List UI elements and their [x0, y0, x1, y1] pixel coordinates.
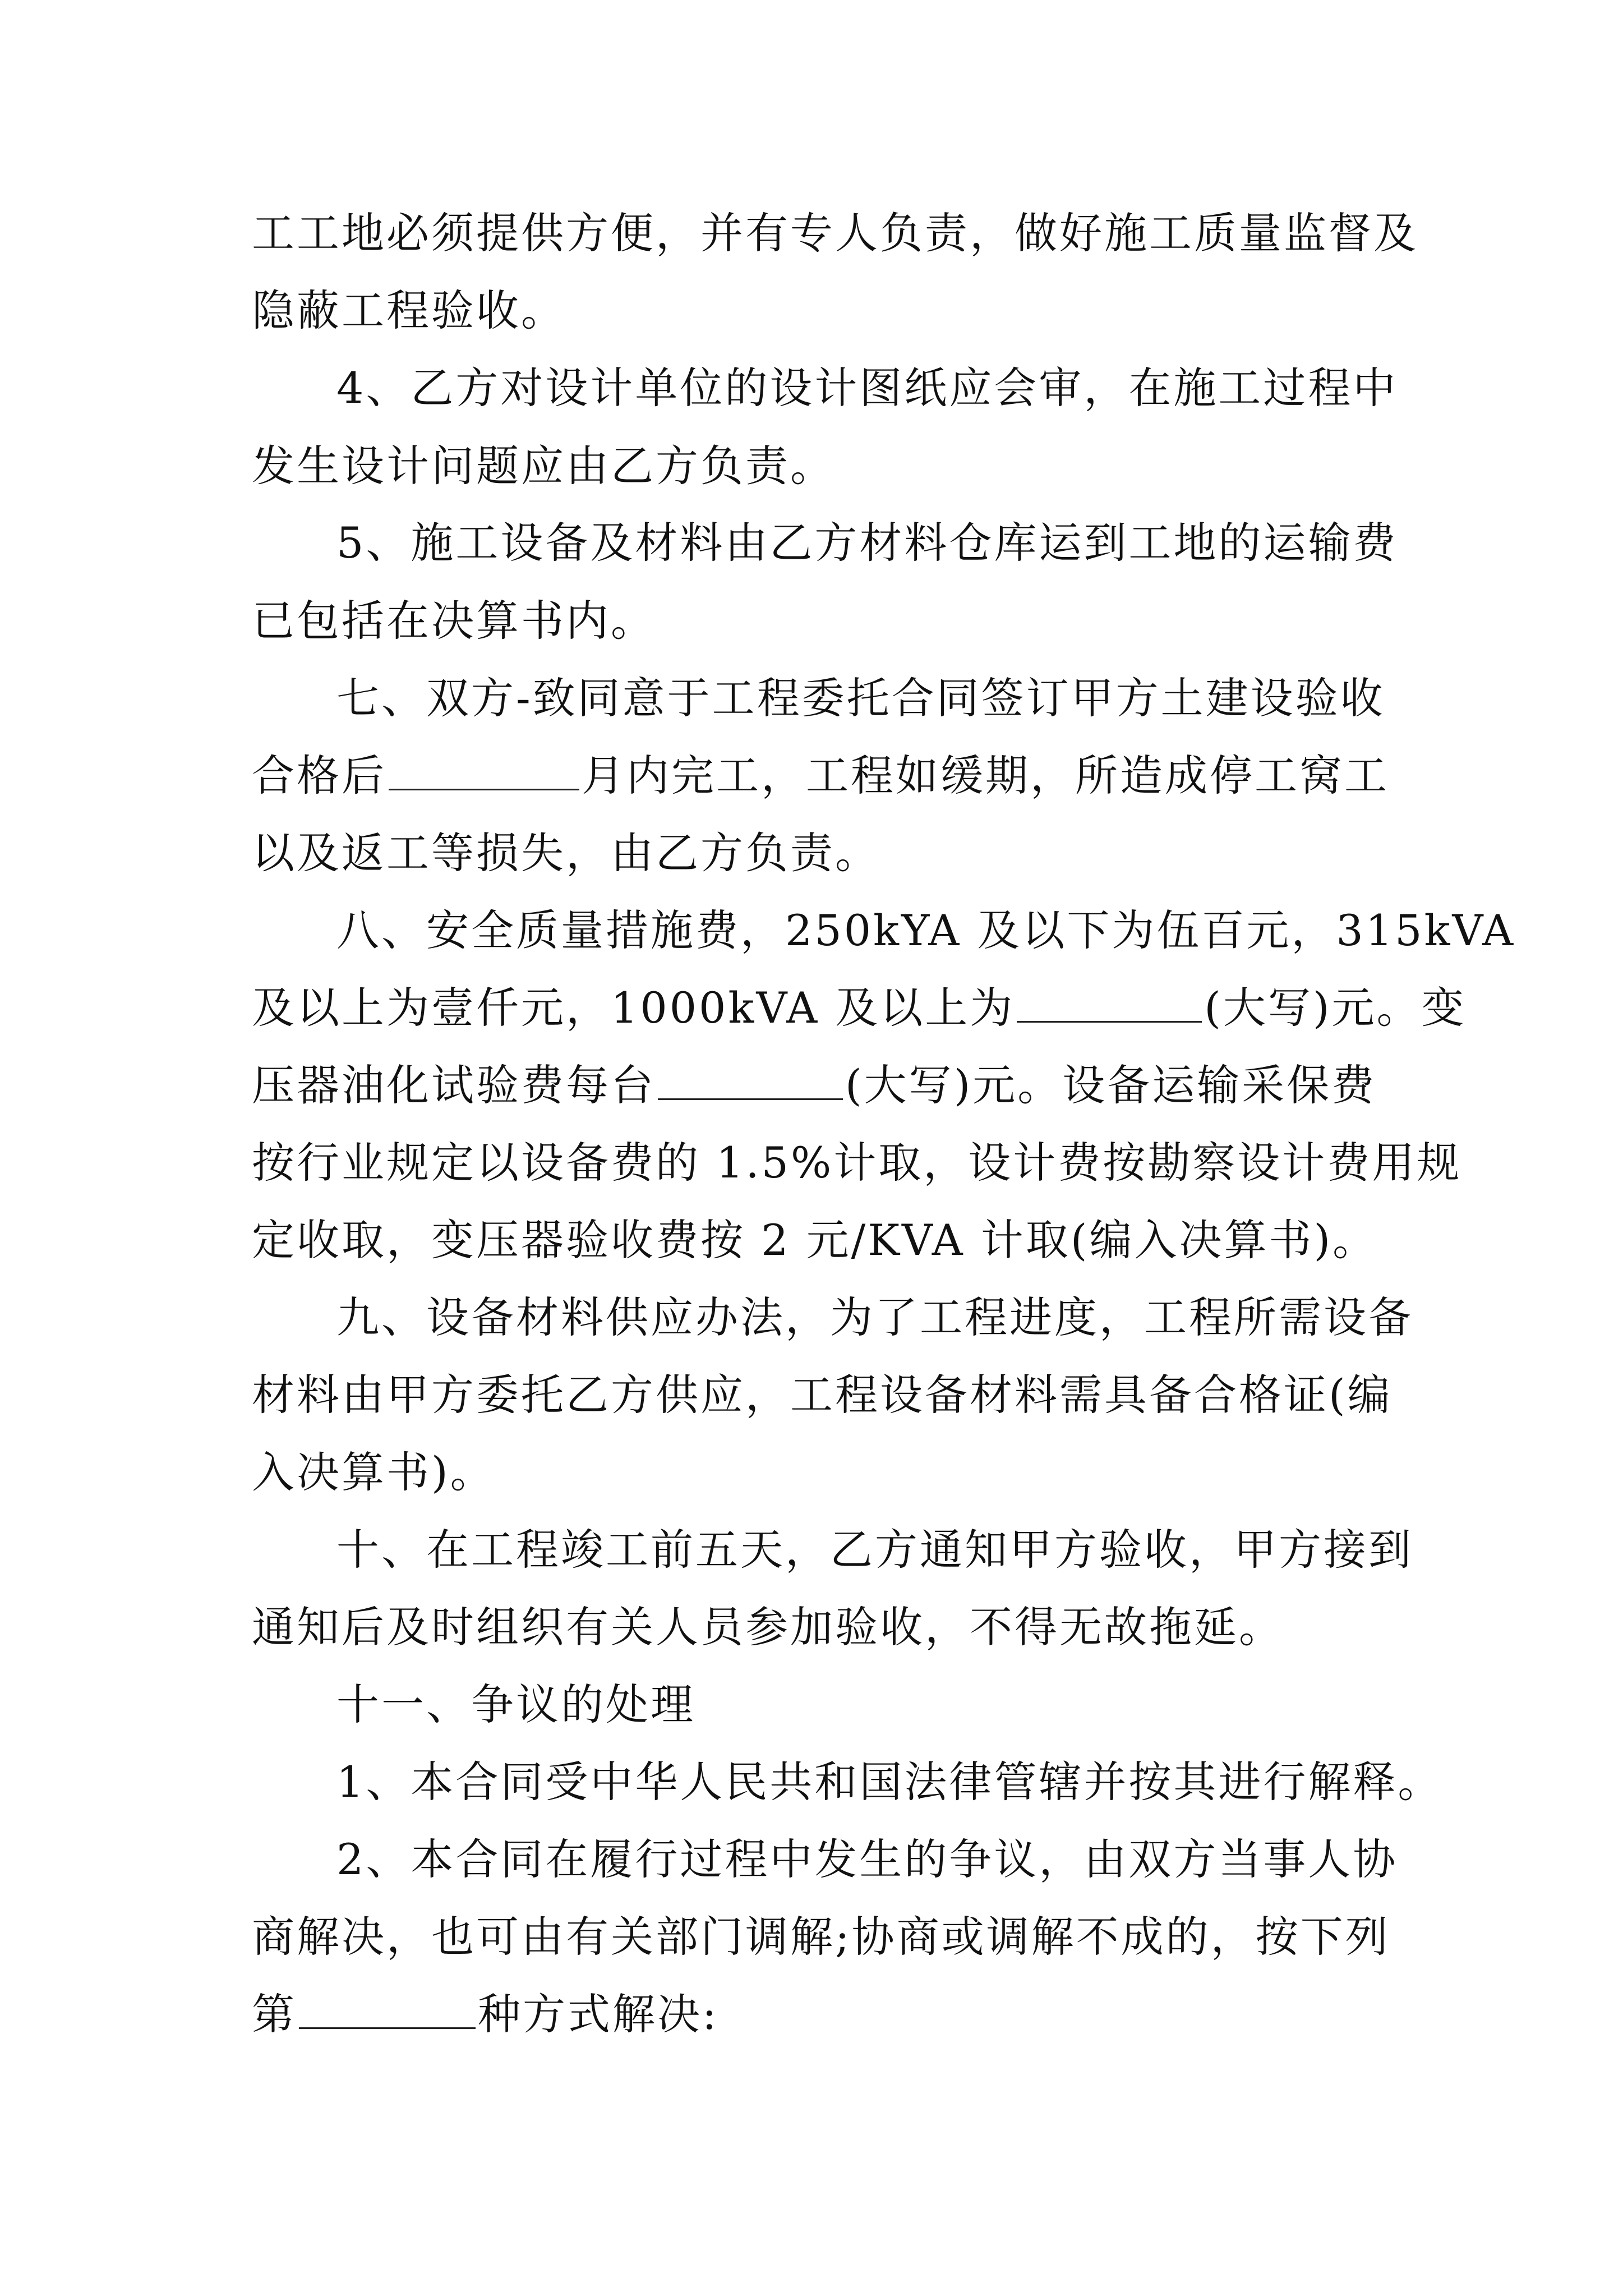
paragraph-line: [252, 748, 1401, 804]
paragraph-line: [336, 360, 1402, 416]
fill-in-blank: [1017, 986, 1202, 1023]
paragraph-line: [252, 1909, 1401, 1965]
line-text: 月内完工，工程如缓期，所造成停工窝工: [582, 751, 1389, 800]
paragraph-line: [252, 283, 1401, 339]
line-text: 九、设备材料供应办法，为了工程进度，工程所需设备: [336, 1292, 1413, 1342]
fill-in-blank: [658, 1064, 843, 1100]
paragraph-line: [336, 1832, 1402, 1888]
line-text: 压器油化试验费每台: [252, 1060, 656, 1110]
line-text: 以及返工等损失，由乙方负责。: [252, 828, 880, 878]
paragraph-line: [336, 1754, 1443, 1810]
line-text: 定收取，变压器验收费按 2 元/KVA 计取(编入决算书)。: [252, 1215, 1378, 1265]
fill-in-blank: [299, 1993, 476, 2029]
line-text: 4、乙方对设计单位的设计图纸应会审，在施工过程中: [336, 363, 1398, 413]
paragraph-line: [252, 825, 1401, 881]
paragraph-line: [252, 1367, 1401, 1423]
line-text: 八、安全质量措施费，250kYA 及以下为伍百元，315kVA: [336, 905, 1516, 955]
line-text: (大写)元。设备运输采保费: [845, 1060, 1377, 1110]
line-text: 合格后: [252, 751, 386, 800]
paragraph-line: [336, 1522, 1413, 1578]
paragraph-line: [252, 1986, 1401, 2042]
line-text: 按行业规定以设备费的 1.5%计取，设计费按勘察设计费用规: [252, 1138, 1462, 1188]
paragraph-line: [252, 1444, 1401, 1501]
line-text: 七、双方-致同意于工程委托合同签订甲方土建设验收: [336, 673, 1385, 723]
line-text: 2、本合同在履行过程中发生的争议，由双方当事人协: [336, 1834, 1398, 1884]
paragraph-line: [252, 1212, 1401, 1268]
line-text: 5、施工设备及材料由乙方材料仓库运到工地的运输费: [336, 518, 1398, 568]
line-text: 工工地必须提供方便，并有专人负责，做好施工质量监督及: [252, 208, 1418, 258]
paragraph-line: [252, 438, 1401, 494]
paragraph-line: [336, 515, 1402, 571]
paragraph-line: [252, 593, 1401, 649]
line-text: 已包括在决算书内。: [252, 596, 656, 646]
paragraph-line: [336, 670, 1402, 726]
section-heading: [336, 1677, 1402, 1733]
line-text: (大写)元。变: [1204, 983, 1467, 1033]
paragraph-line: [336, 1290, 1413, 1346]
line-text: 材料由甲方委托乙方供应，工程设备材料需具备合格证(编: [252, 1370, 1393, 1420]
line-text: 商解决，也可由有关部门调解;协商或调解不成的，按下列: [252, 1912, 1390, 1962]
line-text: 通知后及时组织有关人员参加验收，不得无故拖延。: [252, 1602, 1284, 1652]
line-text: 第: [252, 1989, 297, 2039]
paragraph-line: [252, 1057, 1401, 1114]
paragraph-line: [252, 205, 1418, 261]
paragraph-line: [252, 980, 1467, 1036]
line-text: 隐蔽工程验收。: [252, 286, 566, 335]
paragraph-line: [252, 1135, 1462, 1191]
paragraph-line: [336, 903, 1516, 959]
line-text: 入决算书)。: [252, 1447, 495, 1497]
line-text: 及以上为壹仟元，1000kVA 及以上为: [252, 983, 1015, 1033]
line-text: 1、本合同受中华人民共和国法律管辖并按其进行解释。: [336, 1757, 1443, 1807]
line-text: 发生设计问题应由乙方负责。: [252, 441, 835, 491]
fill-in-blank: [389, 754, 579, 790]
paragraph-line: [252, 1599, 1401, 1655]
heading-text: 十一、争议的处理: [336, 1680, 695, 1729]
line-text: 十、在工程竣工前五天，乙方通知甲方验收，甲方接到: [336, 1525, 1413, 1575]
line-text: 种方式解决:: [478, 1989, 719, 2039]
